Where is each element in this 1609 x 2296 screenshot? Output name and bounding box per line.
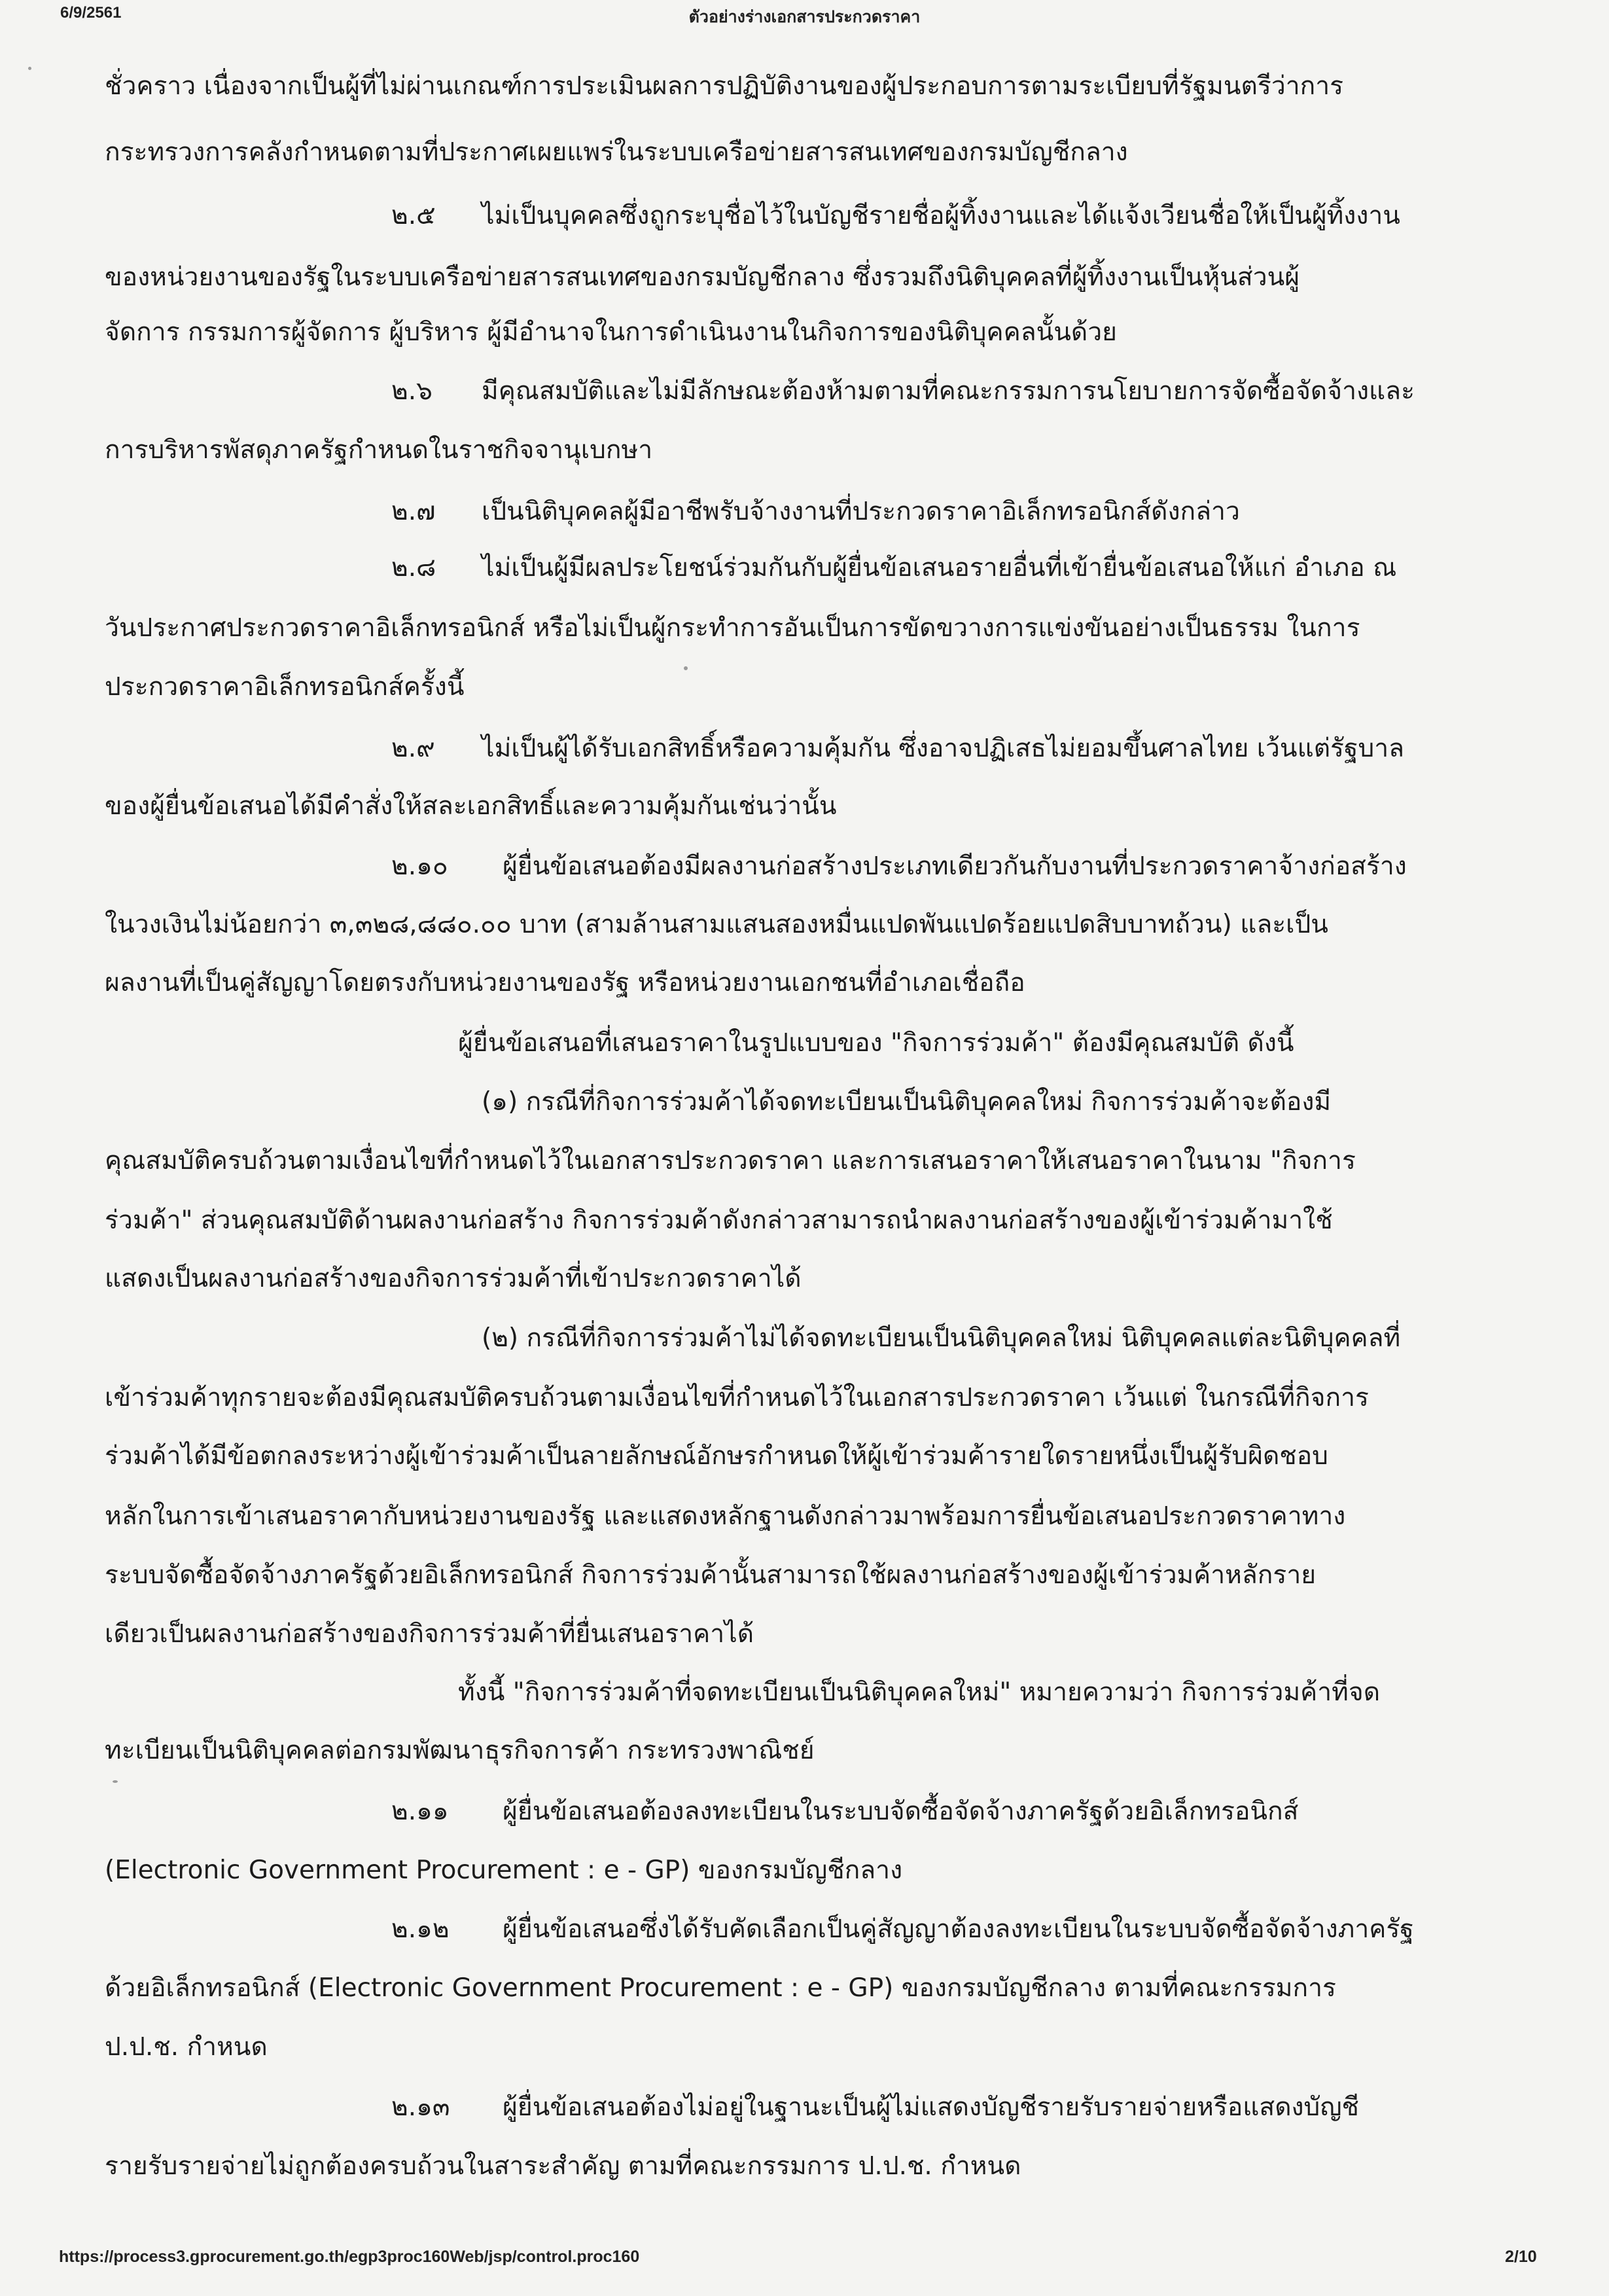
body-line: ในวงเงินไม่น้อยกว่า ๓,๓๒๘,๘๘๐.๐๐ บาท (สามล้านสามแสนสองหมื่นแปดพันแปดร้อยแปดสิบบาทถ้วน) และเป็น [105,910,1328,939]
body-line: ผลงานที่เป็นคู่สัญญาโดยตรงกับหน่วยงานของรัฐ หรือหน่วยงานเอกชนที่อำเภอเชื่อถือ [105,968,1025,997]
body-line: คุณสมบัติครบถ้วนตามเงื่อนไขที่กำหนดไว้ในเอกสารประกวดราคา และการเสนอราคาให้เสนอราคาในนาม "กิจการ [105,1146,1356,1175]
clause-number: ๒.๖ [391,376,433,406]
body-line: ร่วมค้าได้มีข้อตกลงระหว่างผู้เข้าร่วมค้าเป็นลายลักษณ์อักษรกำหนดให้ผู้เข้าร่วมค้ารายใดรายหนึ่งเป็นผู้รับผิดชอบ [105,1441,1328,1471]
clause-number: ๒.๘ [391,553,436,583]
body-line: (๑) กรณีที่กิจการร่วมค้าได้จดทะเบียนเป็นนิติบุคคลใหม่ กิจการร่วมค้าจะต้องมี [482,1087,1332,1117]
clause-number: ๒.๗ [391,497,436,526]
body-line: วันประกาศประกวดราคาอิเล็กทรอนิกส์ หรือไม่เป็นผู้กระทำการอันเป็นการขัดขวางการแข่งขันอย่างเป็นธรรม ในการ [105,613,1360,643]
body-line: หลักในการเข้าเสนอราคากับหน่วยงานของรัฐ และแสดงหลักฐานดังกล่าวมาพร้อมการยื่นข้อเสนอประกวดราคาทาง [105,1501,1346,1531]
scan-speck [113,1780,118,1783]
body-line: เป็นนิติบุคคลผู้มีอาชีพรับจ้างงานที่ประกวดราคาอิเล็กทรอนิกส์ดังกล่าว [482,497,1240,526]
body-line: มีคุณสมบัติและไม่มีลักษณะต้องห้ามตามที่คณะกรรมการนโยบายการจัดซื้อจัดจ้างและ [482,376,1415,406]
body-line: ป.ป.ช. กำหนด [105,2032,268,2062]
body-line: ของหน่วยงานของรัฐในระบบเครือข่ายสารสนเทศของกรมบัญชีกลาง ซึ่งรวมถึงนิติบุคคลที่ผู้ทิ้งงานเป็นหุ้นส่วนผู้ [105,262,1300,292]
clause-number: ๒.๑๒ [391,1914,450,1944]
clause-number: ๒.๑๐ [391,852,448,881]
body-line: ไม่เป็นผู้ได้รับเอกสิทธิ์หรือความคุ้มกัน ซึ่งอาจปฏิเสธไม่ยอมขึ้นศาลไทย เว้นแต่รัฐบาล [482,734,1405,763]
body-line: ร่วมค้า" ส่วนคุณสมบัติด้านผลงานก่อสร้าง กิจการร่วมค้าดังกล่าวสามารถนำผลงานก่อสร้างของผู้เข้าร่วมค้ามาใช้ [105,1206,1333,1235]
body-line: ไม่เป็นผู้มีผลประโยชน์ร่วมกันกับผู้ยื่นข้อเสนอรายอื่นที่เข้ายื่นข้อเสนอให้แก่ อำเภอ ณ [482,553,1397,583]
body-line: กระทรวงการคลังกำหนดตามที่ประกาศเผยแพร่ในระบบเครือข่ายสารสนเทศของกรมบัญชีกลาง [105,137,1128,167]
body-line: รายรับรายจ่ายไม่ถูกต้องครบถ้วนในสาระสำคัญ ตามที่คณะกรรมการ ป.ป.ช. กำหนด [105,2151,1021,2181]
body-line: (Electronic Government Procurement : e - GP) ของกรมบัญชีกลาง [105,1856,903,1885]
source-url: https://process3.gprocurement.go.th/egp3proc160Web/jsp/control.proc160 [59,2248,640,2266]
document-title: ตัวอย่างร่างเอกสารประกวดราคา [688,7,921,26]
body-line: แสดงเป็นผลงานก่อสร้างของกิจการร่วมค้าที่เข้าประกวดราคาได้ [105,1264,802,1293]
body-line: เข้าร่วมค้าทุกรายจะต้องมีคุณสมบัติครบถ้วนตามเงื่อนไขที่กำหนดไว้ในเอกสารประกวดราคา เว้นแต่ ในกรณีที่กิจการ [105,1383,1369,1412]
body-line: ผู้ยื่นข้อเสนอต้องไม่อยู่ในฐานะเป็นผู้ไม่แสดงบัญชีรายรับรายจ่ายหรือแสดงบัญชี [503,2092,1360,2122]
body-line: ผู้ยื่นข้อเสนอต้องลงทะเบียนในระบบจัดซื้อจัดจ้างภาครัฐด้วยอิเล็กทรอนิกส์ [503,1797,1299,1826]
clause-number: ๒.๑๑ [391,1797,449,1826]
body-line: ประกวดราคาอิเล็กทรอนิกส์ครั้งนี้ [105,672,465,702]
body-line: ผู้ยื่นข้อเสนอที่เสนอราคาในรูปแบบของ "กิจการร่วมค้า" ต้องมีคุณสมบัติ ดังนี้ [458,1028,1294,1058]
clause-number: ๒.๙ [391,734,435,763]
body-line: ทั้งนี้ "กิจการร่วมค้าที่จดทะเบียนเป็นนิติบุคคลใหม่" หมายความว่า กิจการร่วมค้าที่จด [458,1677,1381,1707]
body-line: ด้วยอิเล็กทรอนิกส์ (Electronic Government Procurement : e - GP) ของกรมบัญชีกลาง ตามที่คณะกรรมการ [105,1973,1336,2003]
body-line: การบริหารพัสดุภาครัฐกำหนดในราชกิจจานุเบกษา [105,435,653,465]
body-line: ผู้ยื่นข้อเสนอต้องมีผลงานก่อสร้างประเภทเดียวกันกับงานที่ประกวดราคาจ้างก่อสร้าง [503,852,1407,881]
body-line: จัดการ กรรมการผู้จัดการ ผู้บริหาร ผู้มีอำนาจในการดำเนินงานในกิจการของนิติบุคคลนั้นด้วย [105,317,1118,347]
body-line: ระบบจัดซื้อจัดจ้างภาครัฐด้วยอิเล็กทรอนิกส์ กิจการร่วมค้านั้นสามารถใช้ผลงานก่อสร้างของผู้เข้าร่วมค้าหลักราย [105,1560,1317,1590]
clause-number: ๒.๑๓ [391,2092,450,2122]
body-line: ไม่เป็นบุคคลซึ่งถูกระบุชื่อไว้ในบัญชีรายชื่อผู้ทิ้งงานและได้แจ้งเวียนชื่อให้เป็นผู้ทิ้งงาน [482,201,1400,230]
body-line: ของผู้ยื่นข้อเสนอได้มีคำสั่งให้สละเอกสิทธิ์และความคุ้มกันเช่นว่านั้น [105,791,837,821]
page-number: 2/10 [1505,2248,1537,2266]
body-line: (๒) กรณีที่กิจการร่วมค้าไม่ได้จดทะเบียนเป็นนิติบุคคลใหม่ นิติบุคคลแต่ละนิติบุคคลที่ [482,1323,1401,1353]
clause-number: ๒.๕ [391,201,436,230]
body-line: ชั่วคราว เนื่องจากเป็นผู้ที่ไม่ผ่านเกณฑ์การประเมินผลการปฏิบัติงานของผู้ประกอบการตามระเบียบที่รัฐมนตรีว่าการ [105,71,1344,101]
scan-speck [28,67,31,70]
body-line: ผู้ยื่นข้อเสนอซึ่งได้รับคัดเลือกเป็นคู่สัญญาต้องลงทะเบียนในระบบจัดซื้อจัดจ้างภาครัฐ [503,1914,1414,1944]
scan-speck [684,666,688,670]
print-date: 6/9/2561 [60,4,122,22]
body-line: ทะเบียนเป็นนิติบุคคลต่อกรมพัฒนาธุรกิจการค้า กระทรวงพาณิชย์ [105,1736,815,1765]
body-line: เดียวเป็นผลงานก่อสร้างของกิจการร่วมค้าที่ยื่นเสนอราคาได้ [105,1619,754,1649]
